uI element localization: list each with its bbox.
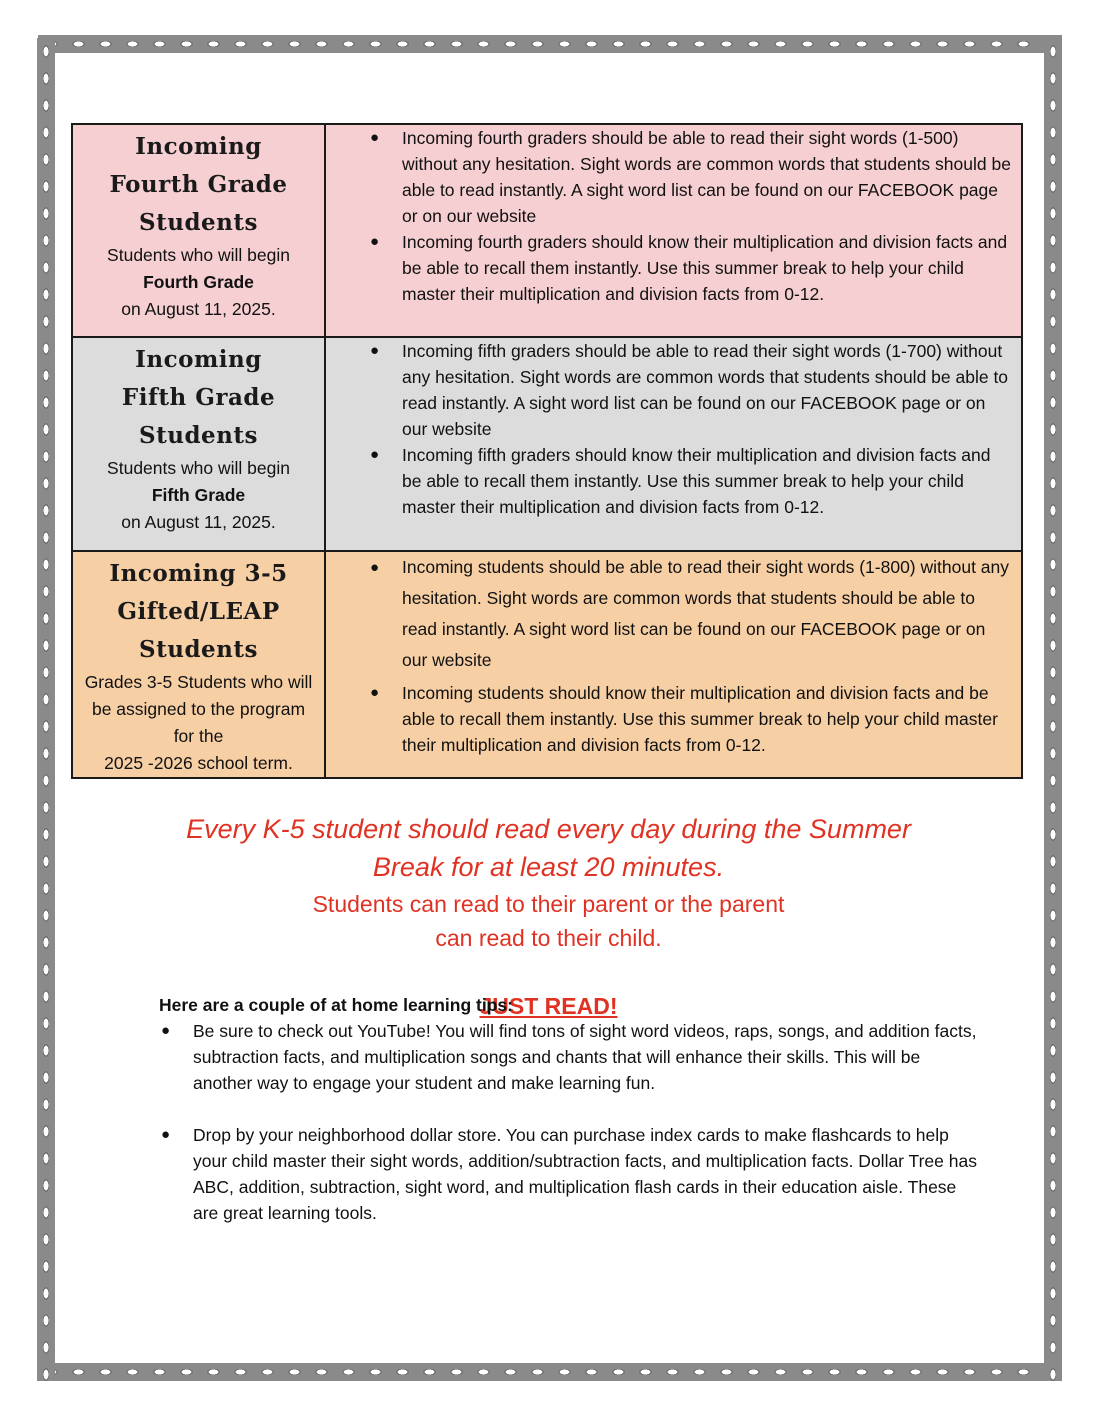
- list-item: ● Incoming students should know their multiplication and division facts and be able to recall them instantly. Use this summer break to help your child master their multiplication and division facts from 0-12.: [326, 680, 1021, 758]
- daily-reading-message: [0, 810, 1097, 886]
- row-term: 2025 -2026 school term.: [104, 753, 293, 773]
- decorative-border-top: [38, 35, 1062, 53]
- bullet-icon: ●: [370, 233, 380, 250]
- list-item: ● Incoming fourth graders should know their multiplication and division facts and be able to recall them instantly. Use this summer break to help your child master their multiplication and division facts from 0-12.: [326, 229, 1021, 307]
- row-subtext: Students who will begin: [107, 458, 290, 478]
- list-item: ● Incoming fifth graders should know their multiplication and division facts and be able to recall them instantly. Use this summer break to help your child master their multiplication and division facts from 0-12.: [326, 442, 1021, 520]
- message-line: Every K-5 student should read every day during the Summer: [186, 814, 911, 844]
- message-line: Break for at least 20 minutes.: [372, 852, 725, 882]
- bullet-icon: ●: [161, 1022, 171, 1039]
- row-label-cell: [72, 551, 325, 778]
- decorative-border-right: [1044, 38, 1062, 1381]
- list-item: ● Incoming fourth graders should be able to read their sight words (1-500) without any hesitation. Sight words are common words that students should be able to read instantly. A sight word list can be found on our FACEBOOK page or on our website: [326, 125, 1021, 229]
- message-line: can read to their child.: [435, 925, 662, 951]
- message-line: Students can read to their parent or the parent: [312, 891, 785, 917]
- row-subtext: Students who will begin: [107, 245, 290, 265]
- decorative-border-bottom: [38, 1363, 1062, 1381]
- tips-heading: Here are a couple of at home learning tips:: [159, 995, 513, 1015]
- row-date: on August 11, 2025.: [121, 299, 276, 319]
- row-info-cell: [325, 124, 1022, 337]
- bullet-icon: ●: [370, 342, 380, 359]
- row-grade: Fifth Grade: [151, 485, 246, 505]
- row-grade: Fourth Grade: [143, 272, 254, 292]
- bullet-icon: ●: [161, 1126, 171, 1143]
- row-label-cell: [72, 337, 325, 551]
- just-read-emphasis: JUST READ!: [479, 993, 618, 1019]
- row-date: on August 11, 2025.: [121, 512, 276, 532]
- row-heading: Incoming 3-5 Gifted/LEAP Students: [109, 560, 288, 663]
- row-label-cell: [72, 124, 325, 337]
- home-learning-tips: [159, 992, 979, 1226]
- row-heading: Incoming Fourth Grade Students: [109, 133, 288, 236]
- list-item: ● Drop by your neighborhood dollar store. You can purchase index cards to make flashcards to help your child master their sight words, addition/subtraction facts, and multiplication facts. Dollar Tree has ABC, addition, subtraction, sight word, and multiplication flash cards in their education aisle. These are great learning tools.: [159, 1122, 979, 1226]
- table-row-fifth-grade: [72, 337, 1022, 551]
- table-row-fourth-grade: [72, 124, 1022, 337]
- list-item: ● Incoming fifth graders should be able to read their sight words (1-700) without any hesitation. Sight words are common words that students should be able to read instantly. A sight word list can be found on our FACEBOOK page or on our website: [326, 338, 1021, 442]
- decorative-border-left: [37, 38, 55, 1381]
- row-info-cell: [325, 337, 1022, 551]
- list-item: ● Incoming students should be able to read their sight words (1-800) without any hesitation. Sight words are common words that students should be able to read instantly. A sight word list can be found on our FACEBOOK page or on our website: [326, 552, 1021, 676]
- bullet-icon: ●: [370, 129, 380, 146]
- row-heading: Incoming Fifth Grade Students: [121, 346, 276, 449]
- list-item: ● Be sure to check out YouTube! You will find tons of sight word videos, raps, songs, and addition facts, subtraction facts, and multiplication songs and chants that will enhance their skills. This will be another way to engage your student and make learning fun.: [159, 1018, 979, 1096]
- grade-expectations-table: [71, 123, 1023, 779]
- bullet-icon: ●: [370, 559, 380, 576]
- row-info-cell: [325, 551, 1022, 778]
- bullet-icon: ●: [370, 446, 380, 463]
- table-row-gifted-leap: [72, 551, 1022, 778]
- bullet-icon: ●: [370, 684, 380, 701]
- row-subtext: Grades 3-5 Students who will be assigned to the program for the: [84, 672, 313, 746]
